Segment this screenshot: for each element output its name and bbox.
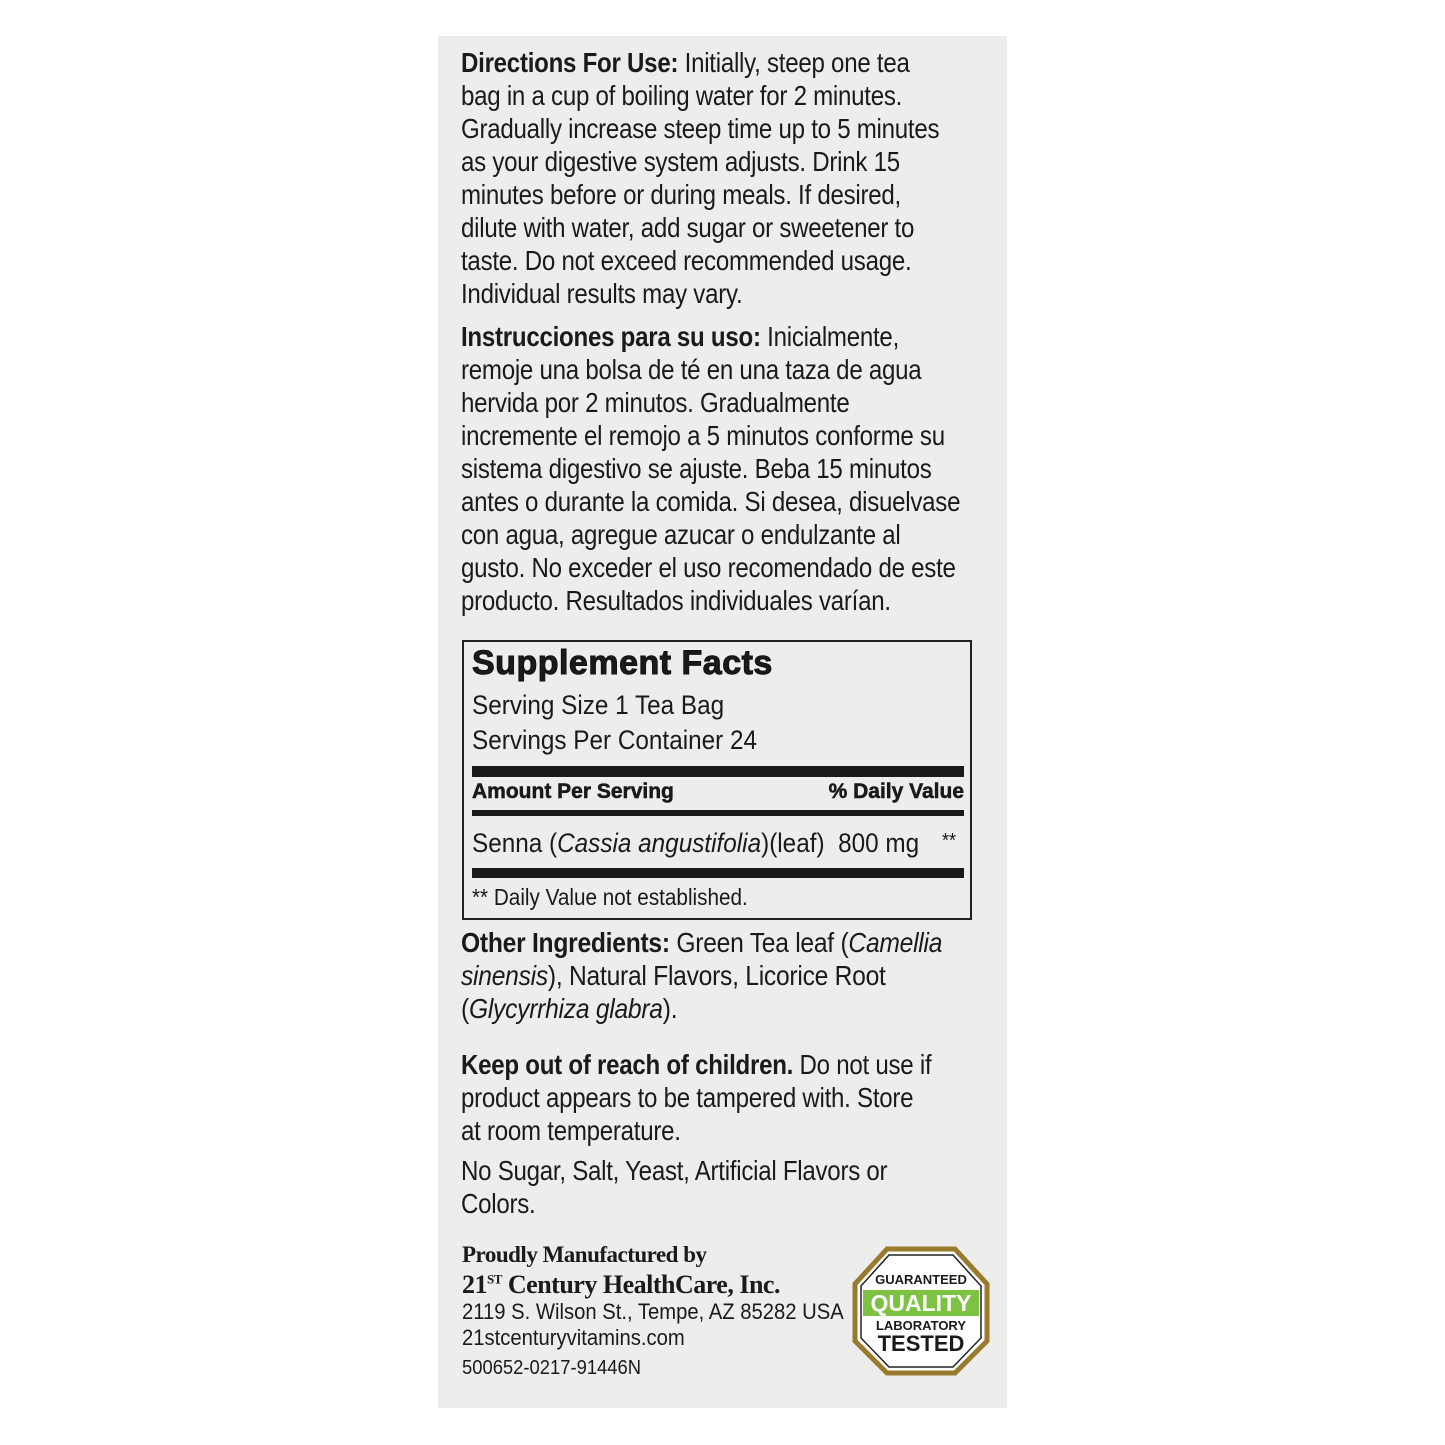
svg-text:LABORATORY: LABORATORY bbox=[875, 1318, 967, 1333]
amount-per-serving-header: Amount Per Serving bbox=[472, 780, 674, 803]
serving-size: Serving Size 1 Tea Bag bbox=[472, 690, 725, 720]
ingredient-row: Senna (Cassia angustifolia)(leaf) 800 mg bbox=[472, 828, 920, 858]
directions-heading: Directions For Use: bbox=[461, 47, 679, 78]
supplement-facts-title: Supplement Facts bbox=[472, 644, 773, 682]
instrucciones-heading: Instrucciones para su uso: bbox=[461, 321, 761, 352]
servings-per-container: Servings Per Container 24 bbox=[472, 725, 758, 755]
supplement-facts-panel bbox=[462, 640, 972, 920]
warning-section: Keep out of reach of children. Do not use if product appears to be tampered with. Store at room temperature. bbox=[461, 1049, 932, 1146]
svg-text:QUALITY: QUALITY bbox=[870, 1290, 972, 1316]
free-from-section: No Sugar, Salt, Yeast, Artificial Flavors or Colors. bbox=[461, 1155, 888, 1219]
ingredient-dv: ** bbox=[942, 830, 957, 852]
footnote: ** Daily Value not established. bbox=[472, 884, 748, 910]
directions-section: Directions For Use: Initially, steep one tea bag in a cup of boiling water for 2 minutes. Gradually increase steep time up to 5 minutes as your digestive system adjusts. Drink 15 minutes before or during meals. If desired, dilute with water, add sugar or sweetener to taste. Do not exceed recommended usage. Individual results may vary. bbox=[461, 47, 940, 309]
product-code: 500652-0217-91446N bbox=[462, 1357, 642, 1379]
divider bbox=[472, 810, 964, 816]
website: 21stcenturyvitamins.com bbox=[462, 1325, 685, 1350]
thick-divider bbox=[472, 766, 964, 777]
other-ingredients-section: Other Ingredients: Green Tea leaf (Camellia sinensis), Natural Flavors, Licorice Root (Glycyrrhiza glabra). bbox=[461, 927, 943, 1024]
ingredient-amount: 800 mg bbox=[838, 828, 920, 858]
instrucciones-section: Instrucciones para su uso: Inicialmente, remoje una bolsa de té en una taza de agua hervida por 2 minutos. Gradualmente incremente el remojo a 5 minutos conforme su sistema digestivo se ajuste. Beba 15 minutos antes o durante la comida. Si desea, disuelvase con agua, agregue azucar o endulzante al gusto. No exceder el uso recomendado de este producto. Resultados individuales varían. bbox=[461, 321, 961, 616]
svg-text:TESTED: TESTED bbox=[877, 1331, 965, 1356]
quality-badge bbox=[852, 1246, 990, 1376]
thick-divider bbox=[472, 868, 964, 878]
daily-value-header: % Daily Value bbox=[828, 780, 964, 803]
manufacturer-address: 2119 S. Wilson St., Tempe, AZ 85282 USA bbox=[462, 1299, 844, 1324]
manufacturer-name: 21ST Century HealthCare, Inc. bbox=[462, 1270, 780, 1299]
proudly-manufactured: Proudly Manufactured by bbox=[462, 1242, 707, 1267]
svg-text:GUARANTEED: GUARANTEED bbox=[875, 1272, 967, 1287]
